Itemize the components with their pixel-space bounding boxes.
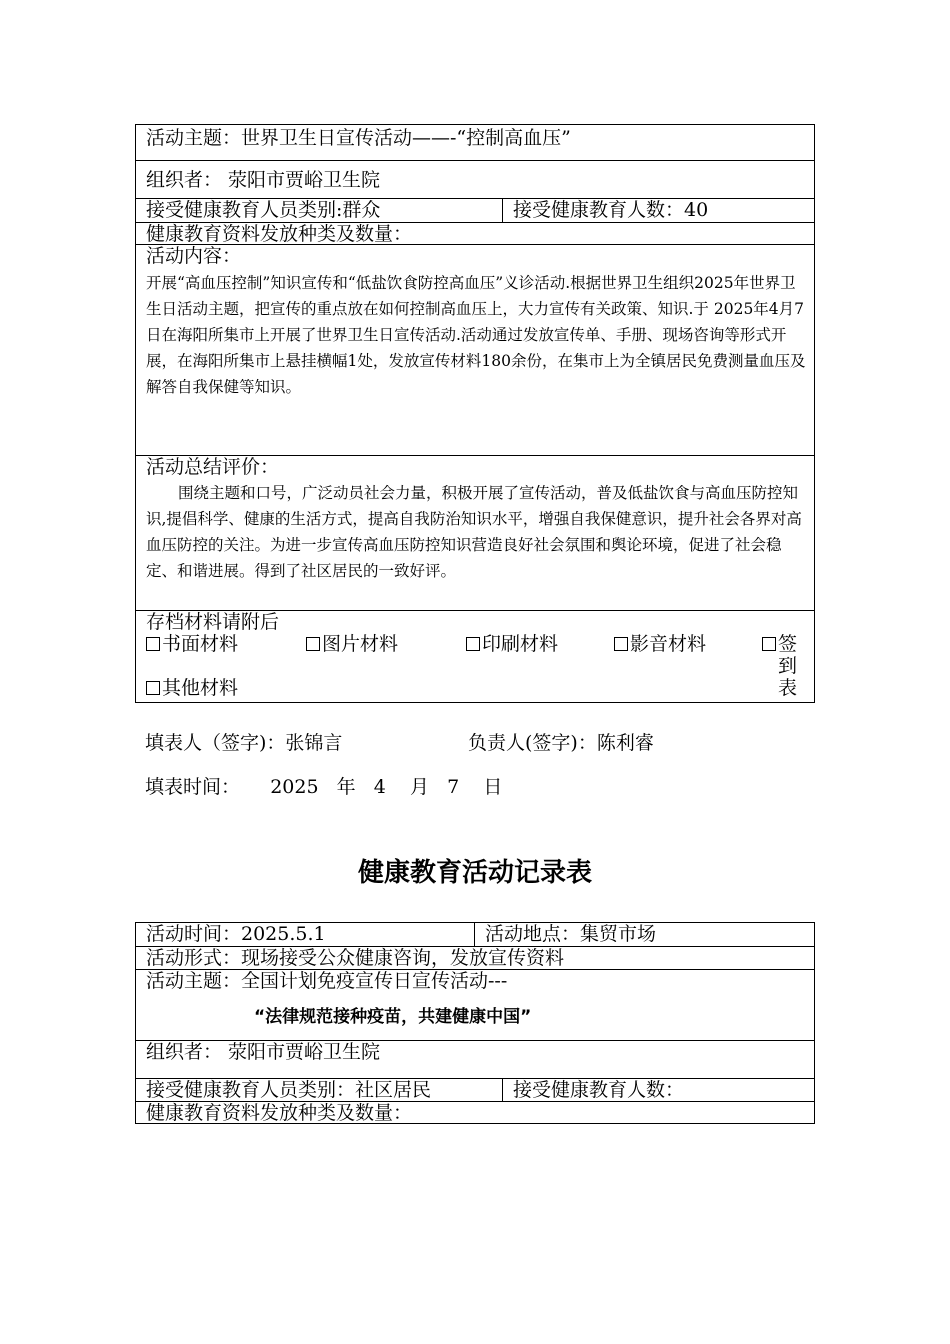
audience-type-2: 接受健康教育人员类别：社区居民	[136, 1079, 503, 1101]
content-row	[136, 244, 814, 455]
summary-row	[136, 455, 814, 610]
content-paragraph: 开展“高血压控制”知识宣传和“低盐饮食防控高血压”义诊活动.根据世界卫生组织2025年世界卫生日活动主题，把宣传的重点放在如何控制高血压上，大力宣传有关政策、知识.于 2025年4月7日在海阳所集市上开展了世界卫生日宣传活动.活动通过发放宣传单、手册、现场咨询等形式开展，在海阳所集市上悬挂横幅1处，发放宣传材料180余份，在集市上为全镇居民免费测量血压及解答自我保健等知识。	[146, 274, 806, 396]
time-place-row	[136, 923, 814, 946]
activity-time: 活动时间：2025.5.1	[136, 923, 475, 946]
theme-text: 活动主题：世界卫生日宣传活动——-“控制高血压”	[146, 127, 571, 149]
activity-place: 活动地点：集贸市场	[485, 923, 657, 945]
audience-count: 接受健康教育人数：40	[513, 199, 709, 221]
archive-options-line2	[136, 655, 814, 677]
checkbox-written[interactable]: 书面材料	[146, 633, 238, 655]
theme-row	[136, 125, 814, 160]
checkbox-signin[interactable]: 签到表	[762, 633, 800, 699]
record-table-1	[135, 124, 815, 703]
organizer-text-2: 组织者： 荥阳市贾峪卫生院	[146, 1041, 381, 1063]
summary-label: 活动总结评价：	[146, 456, 280, 478]
organizer-text: 组织者： 荥阳市贾峪卫生院	[146, 169, 381, 191]
content-label: 活动内容：	[146, 245, 242, 267]
checkbox-icon	[762, 637, 776, 651]
audience-row-2	[136, 1078, 814, 1101]
checkbox-icon	[306, 637, 320, 651]
materials-text: 健康教育资料发放种类及数量：	[146, 223, 413, 245]
checkbox-icon	[614, 637, 628, 651]
checkbox-printed[interactable]: 印刷材料	[466, 633, 558, 655]
page-title: 健康教育活动记录表	[357, 858, 592, 888]
checkbox-icon	[146, 681, 160, 695]
checkbox-pictures[interactable]: 图片材料	[306, 633, 398, 655]
audience-count-2: 接受健康教育人数：	[513, 1079, 685, 1101]
audience-type: 接受健康教育人员类别:群众	[136, 199, 503, 222]
record-table-2	[135, 922, 815, 1124]
materials-row-2	[136, 1101, 814, 1123]
checkbox-icon	[466, 637, 480, 651]
form-row	[136, 946, 814, 969]
materials-text-2: 健康教育资料发放种类及数量：	[146, 1102, 413, 1124]
summary-paragraph: 围绕主题和口号，广泛动员社会力量，积极开展了宣传活动，普及低盐饮食与高血压防控知识,提倡科学、健康的生活方式，提高自我防治知识水平，增强自我保健意识，提升社会各界对高血压防控的关注。为进一步宣传高血压防控知识营造良好社会氛围和舆论环境，促进了社会稳定、和谐进展。得到了社区居民的一致好评。	[146, 484, 802, 580]
responsible-signature: 负责人(签字)：陈利睿	[468, 732, 654, 754]
archive-label: 存档材料请附后	[146, 611, 280, 633]
fill-time: 填表时间： 2025 年 4 月 7 日	[145, 776, 503, 798]
organizer-row	[136, 160, 814, 198]
archive-row	[136, 610, 814, 702]
activity-form: 活动形式：现场接受公众健康咨询，发放宣传资料	[146, 947, 565, 969]
materials-row	[136, 222, 814, 244]
theme-slogan: “法律规范接种疫苗，共建健康中国”	[254, 1007, 532, 1027]
organizer-row-2	[136, 1040, 814, 1078]
audience-row	[136, 198, 814, 222]
checkbox-icon	[146, 637, 160, 651]
checkbox-other[interactable]: 其他材料	[136, 677, 814, 699]
filler-signature: 填表人（签字)：张锦言	[145, 732, 343, 754]
theme-row-2	[136, 969, 814, 1040]
theme-line-1: 活动主题：全国计划免疫宣传日宣传活动---	[146, 970, 508, 992]
checkbox-audiovisual[interactable]: 影音材料	[614, 633, 706, 655]
